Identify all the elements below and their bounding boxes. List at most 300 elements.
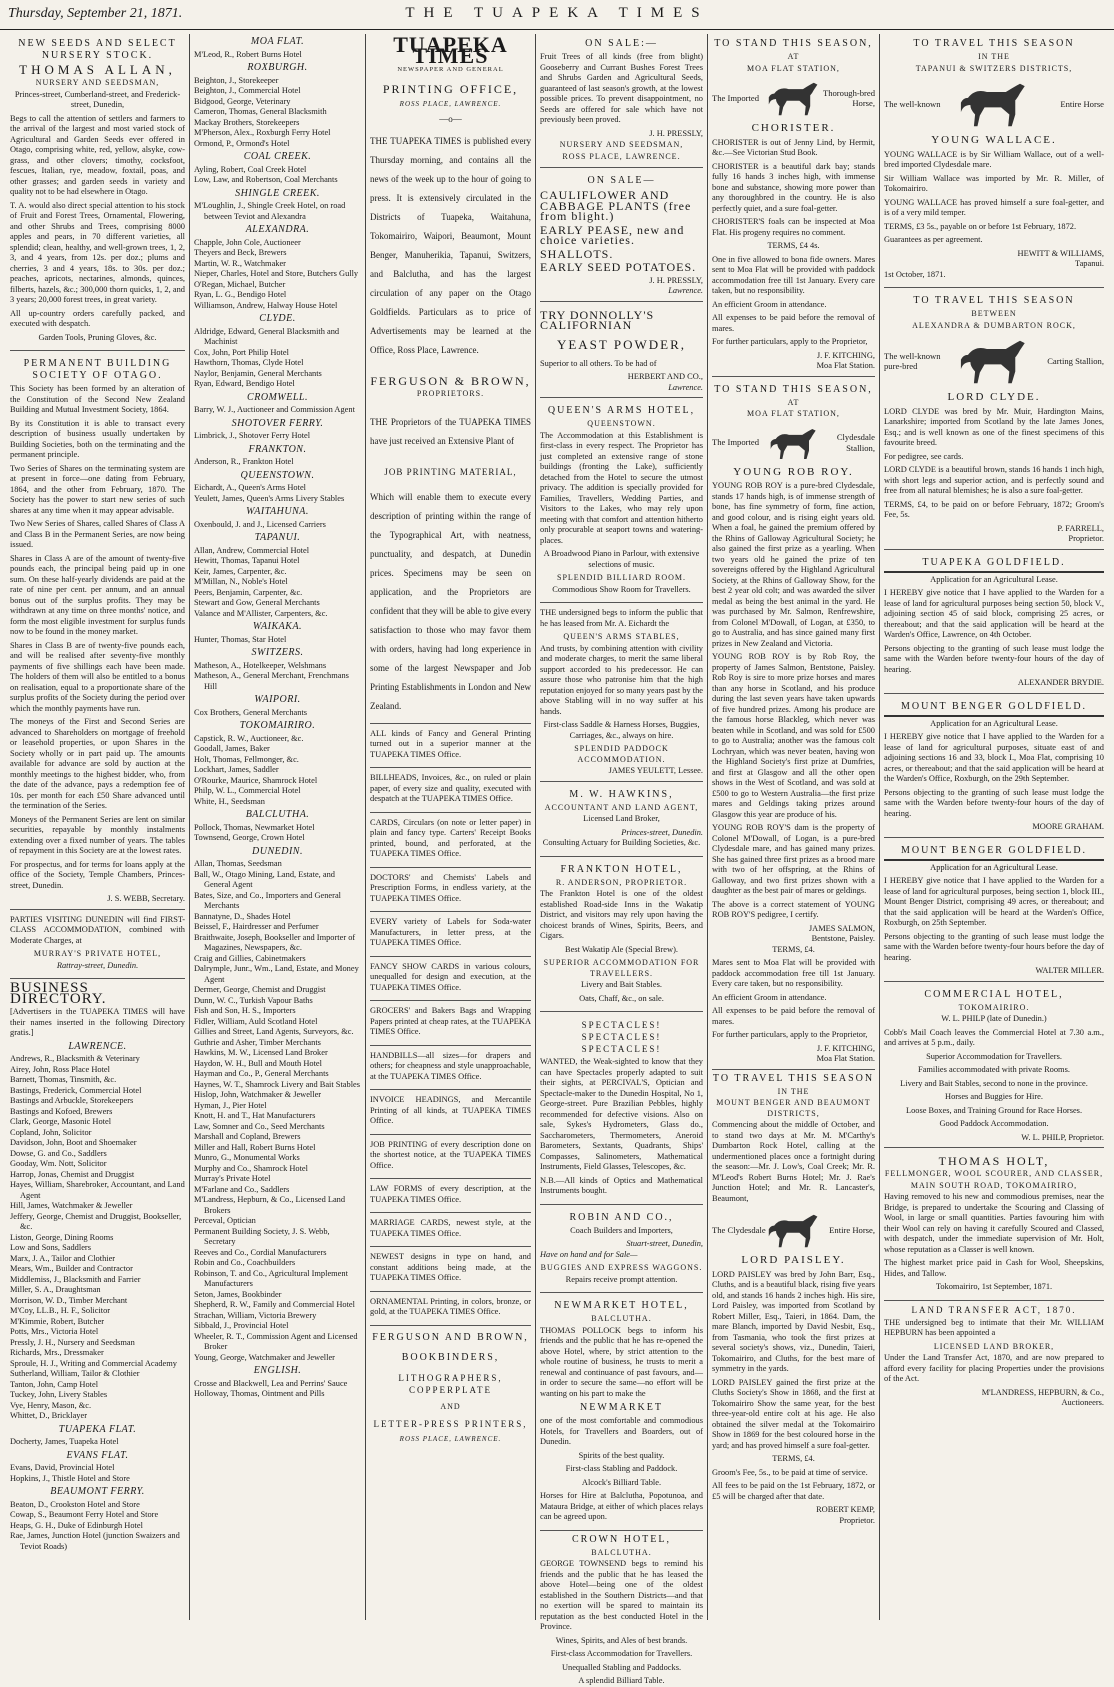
chorister-sig: J. F. KITCHING, — [816, 350, 875, 360]
chorister-body5: An efficient Groom in attendance. — [712, 299, 827, 309]
directory-entry: Heaps, G. H., Duke of Edinburgh Hotel — [10, 1520, 143, 1530]
chorister-left: The Imported — [712, 92, 760, 103]
seeds-trade: NURSERY AND SEEDSMAN, — [35, 78, 160, 87]
chorister-right: Thorough-bred Horse, — [822, 87, 875, 108]
printing-ad — [370, 1216, 531, 1247]
paisley-left: The Clydesdale — [712, 1224, 766, 1235]
queens-body: The Accommodation at this Establishment is first-class in every respect. The Proprietor has just completed an extensive range of stone buildings (fronting the Lake), sufficiently detached from the Hotel to secure the utmost privacy. The addition is specially provided for Families, Travellers, Wedding Parties, and Visitors to the Lakes, who may rely upon meeting with that comfort and attention hitherto only procurable at seaport towns and watering-places. — [540, 430, 703, 545]
job-heading: JOB PRINTING MATERIAL, — [384, 467, 517, 477]
printing-ad-text: JOB PRINTING of every description done on the shortest notice, at the TUAPEKA TIMES Office. — [370, 1139, 531, 1170]
wallace-right: Entire Horse — [1060, 98, 1104, 109]
binders-ad — [370, 1332, 531, 1445]
directory-entry: Hunter, Thomas, Star Hotel — [194, 634, 287, 644]
directory-entry: Guthrie and Asher, Timber Merchants — [194, 1037, 321, 1047]
directory-entry: Dermer, George, Chemist and Druggist — [194, 985, 326, 994]
sale1-trade: NURSERY AND SEEDSMAN, — [559, 140, 684, 149]
newmarket-ad — [540, 1296, 703, 1531]
commercial-place: TOKOMAIRIRO. — [958, 1002, 1030, 1012]
directory-entry: Munro, G., Monumental Works — [194, 1153, 300, 1162]
directory-entry: Matheson, A., General Merchant, Frenchmans Hill — [194, 671, 349, 691]
directory-entry: Fidler, William, Auld Scotland Hotel — [194, 1016, 318, 1026]
directory-entry: Martin, W. R., Watchmaker — [194, 258, 286, 268]
directory-entry: Hawkins, M. W., Licensed Land Broker — [194, 1048, 328, 1057]
gf3-heading: MOUNT BENGER GOLDFIELD. — [900, 844, 1088, 856]
chorister-body6: All expenses to be paid before the removal of mares. — [712, 313, 875, 333]
directory-entry: Pressly, J. H., Nursery and Seedsman — [10, 1337, 135, 1347]
paisley-districts: MOUNT BENGER AND BEAUMONT DISTRICTS, — [716, 1098, 871, 1118]
robin-ad — [540, 1208, 703, 1294]
building-para1: This Society has been formed by an alteration of the Constitution of the Second New Zealand Building and Mutual Investment Society, 1864. — [10, 384, 185, 414]
robroy-sig: J. F. KITCHING, — [816, 1043, 875, 1053]
yeast-place: Lawrence. — [668, 382, 703, 392]
directory-entry: Sproule, H. J., Writing and Commercial Academy — [10, 1358, 177, 1368]
directory-entry: White, H., Seedsman — [194, 796, 265, 806]
paisley-body: Commencing about the middle of October, and to stand two days at Mr. M. M'Carthy's Dumbarton Rock Hotel, calling at the undermentioned places once a fortnight during the season:—Mr. J. Low's, Coal Creek; Mr. R. M'Leod's Robert Burns Hotel; Mr. J. Rae's Junction Hotel; and Mr. R. Lancaster's, Beaumont, — [712, 1120, 875, 1203]
directory-place: WAIPORI. — [254, 694, 301, 705]
frankton-sub: R. ANDERSON, PROPRIETOR. — [555, 877, 688, 887]
directory-place: WAIKAKA. — [252, 621, 303, 632]
crown-line4: A splendid Billiard Table. — [578, 1676, 665, 1685]
chorister-station: MOA FLAT STATION, — [747, 63, 840, 73]
chorister-body4: One in five allowed to bona fide owners. Mares sent to Moa Flat will be provided with paddock accommodation free till 1st January. Every care taken, but no responsibility. — [712, 254, 875, 295]
seeds-ad — [10, 34, 185, 351]
binders-place: ROSS PLACE, LAWRENCE. — [399, 1435, 502, 1443]
holt-body: Having removed to his new and commodious premises, near the Bridge, is prepared to undertake the Scouring and Classing of Wool, in large or small quantities. Parties favouring him with their Wool can rely on having it carefully Scoured and Classed, with despatch, under the immediate supervision of Mr. Holt, whose reputation as a Classer is well known. — [884, 1192, 1104, 1254]
chorister-ad — [712, 34, 875, 377]
seeds-footer: Garden Tools, Pruning Gloves, &c. — [38, 332, 157, 342]
binders-name: FERGUSON AND BROWN, — [372, 1331, 529, 1343]
building-heading: PERMANENT BUILDING SOCIETY OF OTAGO. — [23, 358, 172, 381]
directory-entry: Dunn, W. C., Turkish Vapour Baths — [194, 995, 313, 1005]
chorister-body7: For further particulars, apply to the Proprietor, — [712, 337, 868, 346]
directory-entry: Ayling, Robert, Coal Creek Hotel — [194, 164, 307, 174]
hawkins-footer: Consulting Actuary for Building Societies, &c. — [542, 838, 701, 847]
robroy-at: AT — [787, 397, 800, 407]
murray-name: MURRAY'S PRIVATE HOTEL, — [33, 949, 162, 958]
frankton-ad — [540, 860, 703, 1013]
robroy-body5: Mares sent to Moa Flat will be provided with paddock accommodation free till 1st January. Every care taken, but no responsibility. — [712, 958, 875, 988]
clyde-districts: ALEXANDRA & DUMBARTON ROCK, — [912, 320, 1076, 330]
directory-entry: Ball, W., Otago Mining, Land, Estate, and General Agent — [194, 869, 335, 889]
wallace-heading: TO TRAVEL THIS SEASON — [913, 38, 1075, 49]
directory-entry: Haydon, W. H., Bull and Mouth Hotel — [194, 1058, 322, 1068]
pressly-plants-ad — [540, 171, 703, 302]
murray-hotel-ad — [10, 913, 185, 980]
directory-place: QUEENSTOWN. — [240, 469, 315, 481]
directory-entry: M'Millan, N., Noble's Hotel — [194, 577, 288, 586]
directory-place: BALCLUTHA. — [245, 809, 310, 820]
robin-heading: ROBIN AND CO., — [569, 1211, 674, 1223]
directory-entry: Miller and Hall, Robert Burns Hotel — [194, 1142, 316, 1152]
directory-entry: Goodall, James, Baker — [194, 744, 270, 753]
robroy-name: YOUNG ROB ROY. — [733, 465, 854, 478]
newmarket-line4: Horses for Hire at Balclutha, Popotunoa, and Mataura Bridge, at either of which places relays can be agreed upon. — [540, 1491, 703, 1521]
sale1-heading: ON SALE:— — [585, 38, 658, 49]
directory-continued — [194, 37, 361, 1400]
column-3 — [365, 34, 535, 1620]
directory-entry: Murphy and Co., Shamrock Hotel — [194, 1163, 308, 1173]
printing-ad-text: CARDS, Circulars (on note or letter paper) in plain and fancy type. Carters' Receipt Books printed, bound, and perforated, at the TUAPEKA TIMES Office. — [370, 817, 531, 858]
crown-place: BALCLUTHA. — [591, 1547, 652, 1557]
newmarket-place: BALCLUTHA. — [591, 1314, 652, 1323]
directory-entry: Bastings and Arbuckle, Storekeepers — [10, 1096, 134, 1105]
directory-entry: Harrop, Jonas, Chemist and Druggist — [10, 1169, 135, 1179]
directory-entry: Andrews, R., Blacksmith & Veterinary — [10, 1054, 140, 1063]
directory-entry: Young, George, Watchmaker and Jeweller — [194, 1352, 335, 1362]
directory-entry: Cox Brothers, General Merchants — [194, 707, 308, 717]
land-transfer-ad — [884, 1304, 1104, 1409]
gf1-sub: Application for an Agricultural Lease. — [930, 574, 1058, 584]
column-2 — [189, 34, 365, 1620]
directory-entry: Robin and Co., Coachbuilders — [194, 1258, 296, 1267]
chorister-body2: CHORISTER is a beautiful dark bay; stands fully 16 hands 3 inches high, with immense bone and substance, showing more power than any thoroughbred in the country. He is also perfectly quiet, and a sure foal-getter. — [712, 161, 875, 213]
printing-ad-text: MARRIAGE CARDS, newest style, at the TUAPEKA TIMES Office. — [370, 1218, 531, 1238]
commercial-line2: Families accommodated with private Rooms. — [918, 1065, 1070, 1074]
gf2-body2: Persons objecting to the granting of such lease must lodge the same with the Warden before twenty-four hours of the day of hearing. — [884, 787, 1104, 818]
directory-entry: Philp, W. L., Commercial Hotel — [194, 786, 301, 795]
sale1-place: ROSS PLACE, LAWRENCE. — [562, 151, 681, 161]
robroy-station: MOA FLAT STATION, — [747, 409, 840, 418]
directory-entry: Whittet, D., Bricklayer — [10, 1411, 87, 1420]
robroy-body3: YOUNG ROB ROY'S dam is the property of Colonel M'Dowall, of Logan, is a pure-bred Clydesdale mare, and has gained many prizes. She has gained three first prizes as a brood mare with two of her offspring, at the Rhins of Galloway, and two first prizes shown with a daughter as the best pair of mares or geldings. — [712, 823, 875, 895]
directory-entry: Allan, Andrew, Commercial Hotel — [194, 545, 310, 555]
seeds-para2: T. A. would also direct special attention to his stock of Fruit and Forest Trees, Ornamental, Flowering, and other Shrubs and Trees, comprising 8000 apples and pears, in 70 different varieties, all splendid; clean, healthy, and well-grown trees, 1, 2, 3, and 4 years, from 12s. per doz.; plums and cherries, 3 and 4 years, 18s. to 30s. per doz.; peaches, apricots, nectarines, almonds, quinces, filberts, hazels, &c.; 300,000 thorn quicks, 1, 2, and 3 years; 20,000 forest trees, in great variety. — [10, 200, 185, 304]
directory-entry: Mears, Wm., Builder and Contractor — [10, 1264, 133, 1273]
frankton-line3: Livery and Bait Stables. — [581, 980, 662, 989]
directory-entry: Perceval, Optician — [194, 1216, 256, 1225]
newmarket-line2: First-class Stabling and Paddock. — [565, 1464, 678, 1473]
holt-date: Tokomairiro, 1st September, 1871. — [935, 1282, 1053, 1291]
wallace-left: The well-known — [884, 98, 941, 109]
tt-title: TUAPEKA TIMES — [393, 32, 508, 68]
directory-entry: Hopkins, J., Thistle Hotel and Store — [10, 1473, 130, 1483]
directory-place: CLYDE. — [259, 313, 296, 324]
crown-body: GEORGE TOWNSEND begs to remind his friends and the public that he has leased the above Hotel—being one of the oldest established in the Southern Districts—and that no exertion will be spared to maintain its reputation as the best conducted Hotel in the Province. — [540, 1559, 703, 1631]
hawkins-name: M. W. HAWKINS, — [569, 788, 674, 800]
commercial-hotel-ad — [884, 985, 1104, 1149]
directory-entry: Richards, Mrs., Dressmaker — [10, 1348, 104, 1357]
directory-entry: Capstick, R. W., Auctioneer, &c. — [194, 733, 304, 743]
holt-body2: The highest market price paid in Cash for Wool, Sheepskins, Hides, and Tallow. — [884, 1258, 1104, 1278]
crown-line1: Wines, Spirits, and Ales of best brands. — [555, 1635, 688, 1645]
directory-entry: Tuckey, John, Livery Stables — [10, 1390, 108, 1399]
directory-entry: Anderson, R., Frankton Hotel — [194, 457, 294, 466]
horse-illustration — [767, 1211, 821, 1251]
directory-place: ROXBURGH. — [247, 62, 308, 73]
directory-entry: Low and Sons, Saddlers — [10, 1243, 91, 1252]
robroy-right: Clydesdale Stallion, — [836, 432, 875, 453]
printing-ad — [370, 771, 531, 813]
yeast-product: YEAST POWDER, — [556, 336, 687, 352]
gf3-sub: Application for an Agricultural Lease. — [930, 862, 1058, 872]
clyde-body: LORD CLYDE was bred by Mr. Muir, Hardington Mains, Lanarkshire; imported from Scotland by the late James Jones, Esq.; and is well known as one of the finest specimens of this favourite breed. — [884, 406, 1104, 447]
tt-subtitle: NEWSPAPER AND GENERAL — [397, 66, 504, 73]
directory-entry: Seton, James, Bookbinder — [194, 1289, 282, 1299]
gf3-body2: Persons objecting to the granting of such lease must lodge the same with the Warden before twenty-four hours before the day of hearing. — [884, 931, 1104, 962]
spectacles-heading: SPECTACLES! SPECTACLES! SPECTACLES! — [581, 1020, 662, 1054]
commercial-line1: Superior Accommodation for Travellers. — [926, 1051, 1062, 1061]
directory-entry: Townsend, George, Crown Hotel — [194, 833, 305, 842]
issue-date: Thursday, September 21, 1871. — [8, 6, 183, 21]
yeast-sig: HERBERT AND CO., — [627, 372, 703, 381]
holt-heading: THOMAS HOLT, — [938, 1154, 1050, 1168]
directory-entry: Beighton, J., Commercial Hotel — [194, 86, 301, 95]
directory-entry: M'Leod, R., Robert Burns Hotel — [194, 49, 302, 59]
directory-entry: Eichardt, A., Queen's Arms Hotel — [194, 483, 306, 492]
newmarket-heading: NEWMARKET HOTEL, — [554, 1300, 689, 1311]
land-name: LICENSED LAND BROKER, — [933, 1341, 1055, 1351]
directory-entry: Knott, H. and T., Hat Manufacturers — [194, 1111, 316, 1120]
land-body: THE undersigned beg to intimate that their Mr. WILLIAM HEPBURN has been appointed a — [884, 1317, 1104, 1337]
clyde-body2: For pedigree, see cards. — [884, 451, 964, 461]
chorister-at: AT — [787, 52, 800, 61]
queens-heading: QUEEN'S ARMS HOTEL, — [547, 405, 696, 416]
directory-place: TAPANUI. — [254, 532, 301, 543]
directory-entry: Pollock, Thomas, Newmarket Hotel — [194, 822, 315, 832]
frankton-body: The Frankton Hotel is one of the oldest established Road-side Inns in the Wakatip District, and visitors may rely upon having the choicest brands of Wines, Spirits, Beers, and Cigars. — [540, 889, 703, 940]
robroy-sig2: Moa Flat Station. — [816, 1054, 875, 1063]
rob-roy-ad — [712, 380, 875, 1070]
directory-entry: Braithwaite, Joseph, Bookseller and Importer of Magazines, Newspapers, &c. — [194, 932, 356, 952]
directory-place: ENGLISH. — [253, 1365, 302, 1376]
wallace-body4: Guarantees as per agreement. — [884, 235, 983, 244]
printing-ad — [370, 915, 531, 957]
building-para4: Two New Series of Shares, called Shares of Class A and Class B in the Permanent Series, are now being issued. — [10, 519, 185, 549]
wallace-date: 1st October, 1871. — [884, 269, 946, 279]
directory-entry: Hyman, J., Pier Hotel — [194, 1100, 267, 1110]
directory-entry: Beaton, D., Crookston Hotel and Store — [10, 1499, 140, 1509]
robin-place: Stuart-street, Dunedin, — [626, 1239, 703, 1248]
directory-entry: Vye, Henry, Mason, &c. — [10, 1400, 92, 1410]
robroy-body: YOUNG ROB ROY is a pure-bred Clydesdale, stands 17 hands high, is of immense strength of bone, has fine symmetry of form, fine action, and good colour, and is rising eight years old. When a foal, he gained the premium offered by the Rhins of Galloway Agricultural Society; he also gained the first prize as a yearling. When two years old he gained the prize of ten sovereigns offered by the Highland Agricultural Society, at the Rhins of Galloway Show, for the best 2 year old colt; and was awarded the silver medal as being the best animal in the yard. He was purchased by Mr. Salmon, Renfrewshire, from Colonel M'Dowall, of Logan, at £350, to go to Australia, and has since gained many first prizes in New Zealand and Victoria. — [712, 481, 875, 648]
directory-entry: Ormond, P., Ormond's Hotel — [194, 138, 290, 148]
queens-extra2: SPLENDID BILLIARD ROOM. — [557, 573, 686, 582]
directory-entry: Barnett, Thomas, Tinsmith, &c. — [10, 1075, 117, 1084]
paisley-body3: LORD PAISLEY gained the first prize at the Cluths Society's Show in 1868, and the first at Tokomairiro Show the same year, for the best three-year-old entire colt at his age. He also obtained the silver medal at the Tokomairiro Show in 1869 for the best coloured horse in the yard; and has proved himself a sure foal-getter. — [712, 1377, 875, 1450]
young-wallace-ad — [884, 34, 1104, 288]
building-para8: Moneys of the Permanent Series are lent on similar securities, repayable by monthly instalments extending over a fixed number of years. The tables of repayment in this Society are at the lowest rates. — [10, 814, 185, 855]
wallace-name: YOUNG WALLACE. — [931, 134, 1057, 146]
directory-entry: Wheeler, R. T., Commission Agent and Licensed Broker — [194, 1331, 358, 1351]
newmarket-body: THOMAS POLLOCK begs to inform his friends and the public that he has re-opened the above Hotel, where, by strict attention to the whole routine of business, he trusts to merit a renewal and continuance of past favours, and—in order to secure the same—no effort will be wanting on his part to make the — [540, 1325, 703, 1398]
paisley-sig2: Proprietor. — [839, 1515, 875, 1525]
chorister-sig2: Moa Flat Station. — [816, 361, 875, 370]
directory-entry: Bannatyne, D., Shades Hotel — [194, 911, 291, 921]
directory-entry: Bates, Size, and Co., Importers and General Merchants — [194, 890, 341, 910]
printing-ad-text: HANDBILLS—all sizes—for drapers and others; for cheapness and style unapproachable, at the TUAPEKA TIMES Office. — [370, 1050, 531, 1081]
fb-name: FERGUSON & BROWN, — [370, 374, 531, 388]
directory-entry: Airey, John, Ross Place Hotel — [10, 1064, 110, 1074]
wallace-body3: YOUNG WALLACE has proved himself a sure foal-getter, and is of a very mild temper. — [884, 197, 1104, 217]
column-1 — [6, 34, 189, 1620]
gf2-heading: MOUNT BENGER GOLDFIELD. — [900, 700, 1088, 712]
directory-entry: Evans, David, Provincial Hotel — [10, 1463, 115, 1472]
printing-ad — [370, 1138, 531, 1180]
directory-entry: Docherty, James, Tuapeka Hotel — [10, 1437, 119, 1446]
goldfield-notice-1 — [884, 553, 1104, 694]
directory-entry: Middlemiss, J., Blacksmith and Farrier — [10, 1274, 141, 1284]
sale2-lines — [540, 190, 703, 273]
masthead — [0, 0, 1114, 30]
directory-entry: Bastings, Frederick, Commercial Hotel — [10, 1085, 142, 1095]
commercial-heading: COMMERCIAL HOTEL, — [924, 988, 1064, 1000]
directory-entry: Copland, John, Solicitor — [10, 1127, 92, 1137]
building-para9: For prospectus, and for terms for loans apply at the office of the Society, Temple Chambers, Princes-street, Dunedin. — [10, 859, 185, 890]
chorister-name: CHORISTER. — [751, 122, 836, 134]
directory-entry: Ryan, L. G., Bendigo Hotel — [194, 290, 287, 299]
chorister-terms: TERMS, £4 4s. — [767, 241, 820, 250]
directory-entry: Marx, J. A., Tailor and Clothier — [10, 1253, 116, 1263]
printing-ad — [370, 871, 531, 913]
printing-ad-text: FANCY SHOW CARDS in various colours, unequalled for design and execution, at the TUAPEKA TIMES Office. — [370, 961, 531, 992]
seeds-address: Princes-street, Cumberland-street, and Frederick-street, Dunedin, — [14, 89, 181, 109]
directory-entry: Bidgood, George, Veterinary — [194, 96, 291, 106]
robroy-terms: TERMS, £4. — [772, 944, 815, 954]
gf2-sig: MOORE GRAHAM. — [1032, 822, 1104, 831]
robroy-left: The Imported — [712, 437, 760, 448]
hawkins-line: Licensed Land Broker, — [583, 814, 660, 823]
queens-extra3: Commodious Show Room for Travellers. — [552, 584, 691, 594]
seeds-para1: Begs to call the attention of settlers and farmers to the arrival of the largest and most varied stock of Agricultural and Garden Seeds ever offered in Otago, comprising white, red, yellow, alsyke, cow-grass, and other clovers; timothy, cocksfoot, fescues, Italian, rye, meadow, foxtail, poas, and other grasses; and garden seeds in variety and quality not to be had elsewhere in Otago. — [10, 113, 185, 196]
clyde-body3: LORD CLYDE is a beautiful brown, stands 16 hands 1 inch high, with short legs and superior action, and is perfectly sound and free from all natural blemishes; he is also a sure foal-getter. — [884, 465, 1104, 495]
binders-line4: LETTER-PRESS PRINTERS, — [373, 1419, 528, 1429]
horse-illustration — [767, 79, 821, 119]
sale1-sig: J. H. PRESSLY, — [649, 128, 703, 138]
stables-body2: And trusts, by combining attention with civility and moderate charges, to merit the same liberal support accorded to his predecessor. He can assure those who patronise him that the high reputation enjoyed for so many years past by the above Stabling will in no way suffer at his hands. — [540, 643, 703, 716]
wallace-sig: HEWITT & WILLIAMS, — [1017, 248, 1104, 258]
wallace-sig2: Tapanui. — [1075, 259, 1104, 268]
directory-heading: BUSINESS DIRECTORY. — [10, 980, 107, 1007]
printing-ad — [370, 1250, 531, 1292]
paisley-right: Entire Horse, — [829, 1224, 875, 1235]
directory-entry: Permanent Building Society, J. S. Webb, Secretary — [194, 1226, 330, 1246]
land-heading: LAND TRANSFER ACT, 1870. — [911, 1304, 1077, 1315]
directory-entry: Cowap, S., Beaumont Ferry Hotel and Store — [10, 1510, 159, 1519]
directory-place: ALEXANDRA. — [245, 224, 310, 235]
directory-entry: Allan, Thomas, Seedsman — [194, 859, 282, 868]
column-6 — [879, 34, 1108, 1620]
directory-intro: [Advertisers in the TUAPEKA TIMES will have their names inserted in the following Directory gratis.] — [10, 1007, 185, 1037]
directory-place: TUAPEKA FLAT. — [58, 1423, 137, 1435]
goldfield-notice-3 — [884, 841, 1104, 982]
clyde-between: BETWEEN — [971, 309, 1017, 318]
directory-entry: Crosse and Blackwell, Lea and Perrins' Sauce — [194, 1378, 348, 1388]
printing-ad-text: NEWEST designs in type on hand, and constant additions being made, at the TUAPEKA TIMES Office. — [370, 1252, 531, 1282]
hawkins-ad — [540, 785, 703, 857]
directory-entry: Hawthorn, Thomas, Clyde Hotel — [194, 358, 304, 367]
chorister-heading: TO STAND THIS SEASON, — [714, 38, 873, 49]
directory-entry: Cox, John, Port Philip Hotel — [194, 347, 289, 357]
directory-entry: Aldridge, Edward, General Blacksmith and Machinist — [194, 326, 340, 346]
tt-body2: THE Proprietors of the TUAPEKA TIMES have just received an Extensive Plant of — [370, 417, 531, 446]
directory-entry: Limbrick, J., Shotover Ferry Hotel — [194, 431, 311, 440]
lord-clyde-ad — [884, 291, 1104, 550]
pressly-sale-ad — [540, 34, 703, 168]
building-para5: Shares in Class A are of the amount of twenty-five pounds each, the principal being paid up in one sum. On these half-yearly dividends are paid at the rate of nine per cent. per annum, and an annual bonus out of the surplus profits. They may be withdrawn at any time on three months' notice, and form the most eligible investment for surplus funds now to be found in the money market. — [10, 553, 185, 636]
seeds-para3: All up-country orders carefully packed, and executed with despatch. — [10, 308, 185, 328]
crown-line2: First-class Accommodation for Travellers. — [550, 1649, 693, 1658]
directory-entry: Sutherland, William, Tailor & Clothier — [10, 1369, 140, 1378]
newmarket-line1: Spirits of the best quality. — [578, 1450, 665, 1460]
directory-entry: Davidson, John, Boot and Shoemaker — [10, 1138, 137, 1147]
directory-entry: Valance and M'Allister, Carpenters, &c. — [194, 608, 328, 618]
crown-ad — [540, 1534, 703, 1687]
sale2-place: Lawrence. — [668, 286, 703, 295]
printing-ad-text: ALL kinds of Fancy and General Printing turned out in a superior manner at the TUAPEKA TIMES Office. — [370, 728, 531, 759]
horse-illustration — [956, 336, 1032, 388]
wallace-body2: Sir William Wallace was imported by Mr. R. Miller, of Tokomairiro. — [884, 173, 1104, 193]
stables-body: THE undersigned begs to inform the public that he has leased from Mr. A. Eichardt the — [540, 608, 703, 628]
directory-entry: Morrison, W. D., Timber Merchant — [10, 1295, 128, 1305]
yeast-heading: TRY DONNOLLY'S CALIFORNIAN — [540, 307, 655, 332]
commercial-sig: W. L. PHILP, Proprietor. — [1021, 1132, 1104, 1142]
directory-entry: Low, Law, and Robertson, Coal Merchants — [194, 175, 338, 184]
building-signature: J. S. WEBB, Secretary. — [107, 894, 185, 903]
paisley-body5: All fees to be paid on the 1st February, 1872, or £5 will be charged after that date. — [712, 1481, 875, 1501]
robroy-cert: JAMES SALMON, — [808, 923, 875, 933]
sale2-line: EARLY PEASE, new and choice varieties. — [540, 222, 685, 247]
commercial-line3: Livery and Bait Stables, second to none in the province. — [900, 1078, 1088, 1088]
robin-trade: Coach Builders and Importers, — [570, 1225, 673, 1235]
paisley-terms: TERMS, £4. — [772, 1454, 815, 1463]
directory-entry: Murray's Private Hotel — [194, 1174, 271, 1183]
wallace-terms: TERMS, £3 5s., payable on or before 1st February, 1872. — [884, 221, 1077, 231]
directory-entry: Peers, Benjamin, Carpenter, &c. — [194, 587, 303, 597]
printing-ad — [370, 1093, 531, 1135]
building-para3: Two Series of Shares on the terminating system are at present in force—one dating from February, 1864, and the other from February, 1870. The Society has the power to start new series of such shares at any time when it may appear advisable. — [10, 463, 185, 515]
fb-sub: PROPRIETORS. — [416, 388, 485, 398]
seeds-name: THOMAS ALLAN, — [19, 62, 176, 77]
building-para2: By its Constitution it is able to transact every description of business usually undertaken by Building Societies, both on the terminating and the permanent principle. — [10, 418, 185, 459]
tt-body3: Which will enable them to execute every description of printing within the range of the Typographical Art, with neatness, punctuality, and despatch, at Dunedin prices. Specimens may be seen on application, and the Proprietors are confident that they will be able to give every satisfaction to those who may favor them with orders, having had long experience in some of the largest Newspaper and Job Printing Establishments in London and New Zealand. — [370, 491, 531, 711]
directory-entry: Haynes, W. T., Shamrock Livery and Bait Stables — [194, 1079, 360, 1089]
directory-entry: O'Rourke, Maurice, Shamrock Hotel — [194, 775, 318, 785]
robroy-body8: For further particulars, apply to the Proprietor, — [712, 1030, 868, 1039]
directory-entry: Reeves and Co., Cordial Manufacturers — [194, 1247, 327, 1257]
directory-entry: Stewart and Gow, General Merchants — [194, 598, 320, 607]
tt-printing: PRINTING OFFICE, — [382, 81, 519, 96]
binders-line2: LITHOGRAPHERS, COPPERPLATE — [398, 1372, 503, 1395]
murray-text: PARTIES VISITING DUNEDIN will find FIRST-CLASS ACCOMMODATION, combined with Moderate Charges, at — [10, 914, 185, 945]
holt-place: MAIN SOUTH ROAD, TOKOMAIRIRO, — [910, 1180, 1078, 1190]
directory-place: CROMWELL. — [247, 391, 308, 403]
directory-entry: Barry, W. J., Auctioneer and Commission Agent — [194, 405, 355, 414]
gf2-sub: Application for an Agricultural Lease. — [930, 718, 1058, 728]
directory-entry: Jeffery, George, Chemist and Druggist, Bookseller, &c. — [10, 1211, 182, 1231]
directory-entry: Hayes, William, Sharebroker, Accountant, and Land Agent — [10, 1180, 185, 1200]
robroy-body4: The above is a correct statement of YOUNG ROB ROY'S pedigree, I certify. — [712, 899, 875, 919]
directory-entry: Marshall and Copland, Brewers — [194, 1132, 301, 1141]
printing-ad-text: DOCTORS' and Chemists' Labels and Prescription Forms, in endless variety, at the TUAPEKA TIMES Office. — [370, 872, 531, 903]
crown-line3: Unequalled Stabling and Paddocks. — [561, 1662, 682, 1672]
frankton-line2: SUPERIOR ACCOMMODATION FOR TRAVELLERS. — [543, 958, 700, 978]
clyde-sig: P. FARRELL, — [1057, 523, 1104, 533]
clyde-left: The well-known pure-bred — [884, 350, 941, 371]
directory-entry: Dalrymple, Junr., Wm., Land, Estate, and Money Agent — [194, 964, 359, 984]
gf1-body2: Persons objecting to the granting of such lease must lodge the same with the Warden before twenty-four hours of the day of hearing. — [884, 643, 1104, 674]
directory-entry: Williamson, Andrew, Halway House Hotel — [194, 300, 338, 310]
robroy-body2: YOUNG ROB ROY is by Rob Roy, the property of James Salmon, Bentstone, Paisley. Rob Roy is sire to more prize horses and mares than any horse in Scotland, and his produce during the last seven years have taken upwards of five hundred prizes. Among his produce are the famous horse Blackleg, which never was beaten while in Scotland, and was sold for £500 to go to Australia; another was the famous colt Lochryan, which was never beaten, having won the Highland Society's first prize at Dumfries, and first at Glasgow and all the other open shows in the West of Scotland, and was sold at £500 to go to Western Australia—the first prize mares and Geldings taking prizes around Glasgow this year are produce of his. — [712, 652, 875, 819]
frankton-line4: Oats, Chaff, &c., on sale. — [579, 993, 664, 1003]
directory-sections — [10, 1042, 185, 1553]
paisley-heading: TO TRAVEL THIS SEASON — [712, 1072, 875, 1084]
paisley-sig: ROBERT KEMP, — [816, 1505, 875, 1514]
directory-entry: Miller, S. A., Draughtsman — [10, 1285, 101, 1294]
directory-entry: Mackay Brothers, Storekeepers — [194, 117, 300, 127]
goldfield-notice-2 — [884, 697, 1104, 838]
directory-entry: Rae, James, Junction Hotel (junction Swaizers and Teviot Roads) — [10, 1531, 180, 1551]
thomas-holt-ad — [884, 1151, 1104, 1301]
